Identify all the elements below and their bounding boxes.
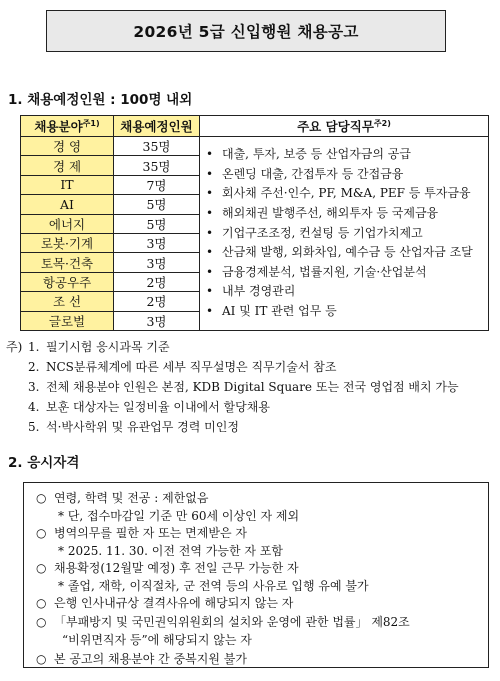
header-count: 채용예정인원 bbox=[114, 116, 200, 137]
qualification-text: 「부패방지 및 국민권익위원회의 설치와 운영에 관한 법률」 제82조 bbox=[54, 614, 410, 629]
footnote-item bbox=[6, 337, 459, 357]
count-cell: 35명 bbox=[114, 137, 200, 156]
header-duty-label: 주요 담당직무 bbox=[297, 119, 374, 134]
count-cell: 3명 bbox=[114, 311, 200, 330]
bullet-icon: • bbox=[206, 225, 214, 240]
bullet-icon: • bbox=[206, 245, 214, 260]
duty-item bbox=[206, 165, 484, 185]
count-cell: 7명 bbox=[114, 175, 200, 194]
qualification-item bbox=[36, 613, 482, 632]
header-duty-footnote: 주2) bbox=[373, 118, 391, 128]
duty-item bbox=[206, 282, 484, 302]
footnote-number: 5. bbox=[28, 420, 40, 434]
duty-text: 해외채권 발행주선, 해외투자 등 국제금융 bbox=[222, 206, 439, 221]
qualification-item bbox=[36, 650, 482, 669]
footnote-text: 보훈 대상자는 일정비율 이내에서 할당채용 bbox=[46, 400, 270, 414]
footnote-item bbox=[6, 417, 459, 437]
qualification-subnote: * 2025. 11. 30. 이전 전역 가능한 자 포함 bbox=[58, 543, 283, 558]
qualifications-box bbox=[23, 482, 489, 668]
bullet-icon: • bbox=[206, 284, 214, 299]
header-field-label: 채용분야 bbox=[34, 119, 83, 134]
footnote-indent bbox=[6, 417, 28, 437]
count-cell: 2명 bbox=[114, 292, 200, 311]
count-cell: 3명 bbox=[114, 253, 200, 272]
circle-bullet-icon: ○ bbox=[36, 596, 47, 610]
field-cell: 글로벌 bbox=[21, 311, 114, 330]
qualification-text: 연령, 학력 및 전공 : 제한없음 bbox=[54, 491, 209, 505]
field-cell: 조 선 bbox=[21, 292, 114, 311]
footnote-item bbox=[6, 397, 459, 417]
field-cell: 토목·건축 bbox=[21, 253, 114, 272]
footnote-text: 석·박사학위 및 유관업무 경력 미인정 bbox=[46, 420, 239, 434]
bullet-icon: • bbox=[206, 186, 214, 201]
bullet-icon: • bbox=[206, 264, 214, 279]
qualification-subnote: * 단, 접수마감일 기준 만 60세 이상인 자 제외 bbox=[58, 508, 300, 523]
field-cell: 로봇·기계 bbox=[21, 233, 114, 252]
qualification-item bbox=[36, 524, 482, 543]
footnote-item bbox=[6, 357, 459, 377]
qualification-text: 은행 인사내규상 결격사유에 해당되지 않는 자 bbox=[54, 596, 294, 610]
header-duty bbox=[200, 116, 489, 137]
footnote-indent bbox=[6, 397, 28, 417]
bullet-icon: • bbox=[206, 147, 214, 162]
count-cell: 2명 bbox=[114, 272, 200, 291]
field-cell: 경 제 bbox=[21, 156, 114, 175]
count-cell: 5명 bbox=[114, 195, 200, 214]
footnotes bbox=[6, 337, 459, 437]
table-header-row bbox=[21, 116, 489, 137]
duty-item bbox=[206, 243, 484, 263]
circle-bullet-icon: ○ bbox=[36, 614, 47, 629]
duty-cell bbox=[200, 137, 489, 331]
field-cell: 항공우주 bbox=[21, 272, 114, 291]
qualification-text: 본 공고의 채용분야 간 중복지원 불가 bbox=[54, 651, 247, 666]
duty-text: 기업구조조정, 컨설팅 등 기업가치제고 bbox=[222, 225, 423, 240]
footnote-item bbox=[6, 377, 459, 397]
footnote-number: 3. bbox=[28, 380, 40, 394]
duty-text: 금융경제분석, 법률지원, 기술·산업분석 bbox=[222, 264, 427, 279]
circle-bullet-icon: ○ bbox=[36, 651, 47, 666]
section-2-heading: 2. 응시자격 bbox=[8, 455, 80, 471]
count-cell: 3명 bbox=[114, 233, 200, 252]
duty-item bbox=[206, 263, 484, 283]
duty-text: 대출, 투자, 보증 등 산업자금의 공급 bbox=[222, 147, 411, 162]
duty-text: 산금채 발행, 외화차입, 예수금 등 산업자금 조달 bbox=[222, 245, 473, 260]
duty-item bbox=[206, 204, 484, 224]
qualification-item bbox=[36, 594, 482, 613]
field-cell: 경 영 bbox=[21, 137, 114, 156]
count-cell: 5명 bbox=[114, 214, 200, 233]
field-cell: IT bbox=[21, 175, 114, 194]
duty-item bbox=[206, 145, 484, 165]
section-1-heading: 1. 채용예정인원 : 100명 내외 bbox=[8, 92, 193, 108]
circle-bullet-icon: ○ bbox=[36, 561, 47, 575]
header-field bbox=[21, 116, 114, 137]
duty-list bbox=[206, 145, 484, 321]
qualification-continuation: “비위면직자 등”에 해당되지 않는 자 bbox=[62, 633, 252, 647]
duty-text: 회사채 주선·인수, PF, M&A, PEF 등 투자금융 bbox=[222, 186, 471, 201]
footnote-number: 1. bbox=[28, 340, 40, 354]
bullet-icon: • bbox=[206, 304, 214, 319]
qualification-text: 채용확정(12월말 예정) 후 전일 근무 가능한 자 bbox=[54, 561, 299, 575]
footnote-indent bbox=[6, 357, 28, 377]
count-cell: 35명 bbox=[114, 156, 200, 175]
qualification-text: 병역의무를 필한 자 또는 면제받은 자 bbox=[54, 526, 247, 540]
duty-text: 온렌딩 대출, 간접투자 등 간접금융 bbox=[222, 166, 404, 181]
field-cell: AI bbox=[21, 195, 114, 214]
notice-title: 2026년 5급 신입행원 채용공고 bbox=[133, 23, 359, 41]
footnote-indent bbox=[6, 377, 28, 397]
qualification-item bbox=[36, 559, 482, 578]
duty-text: 내부 경영관리 bbox=[222, 284, 296, 299]
footnote-number: 4. bbox=[28, 400, 40, 414]
duty-item bbox=[206, 224, 484, 244]
footnote-text: 필기시험 응시과목 기준 bbox=[46, 340, 170, 354]
footnote-lead: 주) bbox=[6, 340, 23, 354]
qualification-item bbox=[36, 489, 482, 508]
duty-item bbox=[206, 184, 484, 204]
bullet-icon: • bbox=[206, 166, 214, 181]
notice-title-box bbox=[46, 10, 446, 52]
duty-text: AI 및 IT 관련 업무 등 bbox=[222, 304, 337, 319]
recruitment-table bbox=[20, 115, 489, 331]
bullet-icon: • bbox=[206, 206, 214, 221]
header-field-footnote: 주1) bbox=[82, 118, 100, 128]
footnote-text: 전체 채용분야 인원은 본점, KDB Digital Square 또는 전국 영업점 배치 가능 bbox=[46, 380, 459, 394]
field-cell: 에너지 bbox=[21, 214, 114, 233]
circle-bullet-icon: ○ bbox=[36, 526, 47, 540]
qualification-subnote: * 졸업, 재학, 이직절차, 군 전역 등의 사유로 입행 유예 불가 bbox=[58, 578, 369, 593]
circle-bullet-icon: ○ bbox=[36, 491, 47, 505]
footnote-number: 2. bbox=[28, 360, 40, 374]
footnote-text: NCS분류체계에 따른 세부 직무설명은 직무기술서 참조 bbox=[46, 360, 337, 374]
table-row bbox=[21, 137, 489, 156]
duty-item bbox=[206, 302, 484, 322]
